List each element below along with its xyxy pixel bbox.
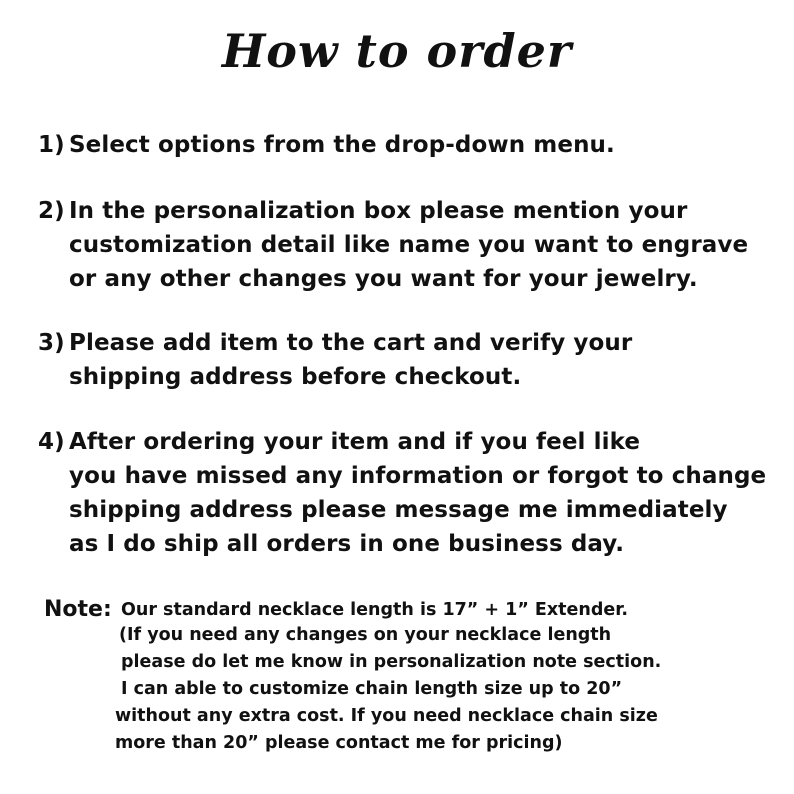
- step-line: as I do ship all orders in one business day.: [69, 531, 625, 557]
- step-line: customization detail like name you want to engrave: [69, 232, 749, 258]
- step-number: 4): [38, 429, 65, 455]
- note-line: please do let me know in personalization note section.: [121, 652, 662, 672]
- step-line: shipping address before checkout.: [69, 364, 522, 390]
- note-line: without any extra cost. If you need necklace chain size: [115, 706, 658, 726]
- step-number: 2): [38, 198, 65, 224]
- step-text: Select options from the drop-down menu.: [69, 132, 615, 158]
- step-number: 3): [38, 330, 65, 356]
- page-title: How to order: [221, 24, 573, 78]
- note-line: I can able to customize chain length size up to 20”: [121, 679, 623, 699]
- step-1: [38, 128, 778, 162]
- step-number: 1): [38, 132, 65, 158]
- step-4: [38, 425, 778, 561]
- step-line: shipping address please message me immediately: [69, 497, 728, 523]
- step-2: [38, 194, 778, 296]
- step-line: [38, 425, 778, 459]
- step-line: you have missed any information or forgot to change: [69, 463, 767, 489]
- note-line: Our standard necklace length is 17” + 1” Extender.: [121, 600, 629, 620]
- note-line: more than 20” please contact me for pricing): [115, 733, 563, 753]
- step-line: or any other changes you want for your jewelry.: [69, 266, 698, 292]
- step-3: [38, 326, 778, 394]
- step-text: Please add item to the cart and verify your: [69, 330, 633, 356]
- step-line: [38, 194, 778, 228]
- step-line: [38, 326, 778, 360]
- step-text: In the personalization box please mention your: [69, 198, 688, 224]
- step-line: [38, 128, 778, 162]
- note-line: (If you need any changes on your necklace length: [119, 625, 612, 645]
- note-label: Note:: [44, 597, 112, 622]
- step-text: After ordering your item and if you feel like: [69, 429, 641, 455]
